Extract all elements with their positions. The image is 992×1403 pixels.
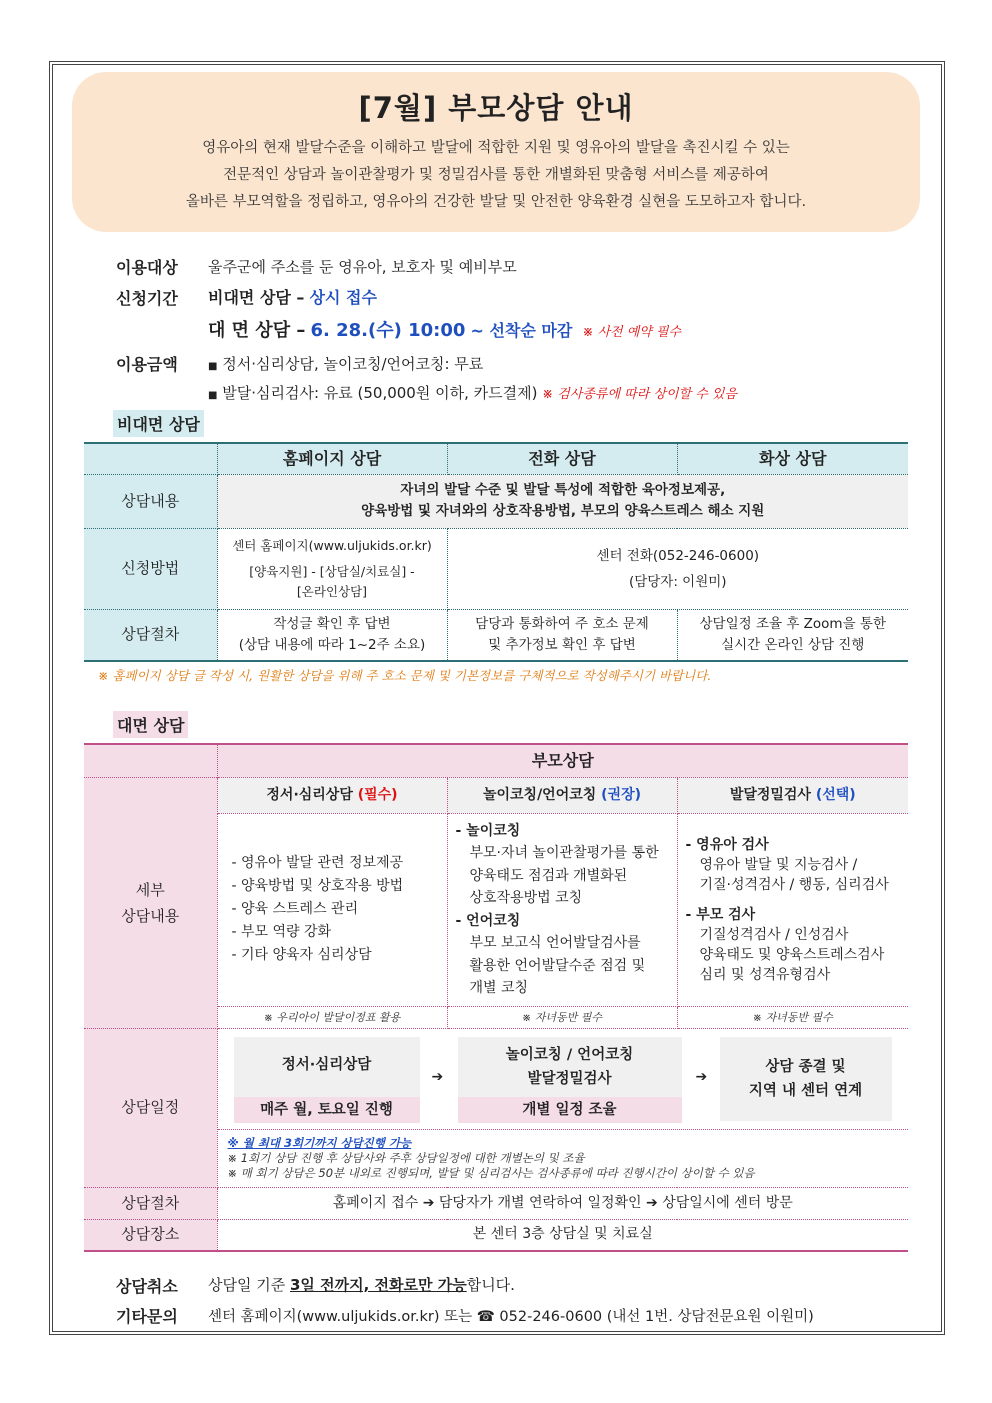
list-heading: - 언어코칭 [455,912,521,929]
remote-note: ※ 홈페이지 상담 글 작성 시, 원활한 상담을 위해 주 호소 문제 및 기본정보를 구체적으로 작성해주시기 바랍니다. [98,668,712,683]
arrow-icon: ➔ [695,1068,708,1085]
proc-line: 작성글 확인 후 답변 [273,615,391,632]
face-table [84,743,908,1252]
list-heading: - 영유아 검사 [685,836,769,853]
list-item: 심리 및 성격유형검사 [699,966,831,983]
period-label: 신청기간 [116,289,178,308]
period-face-label: 대 면 상담 – [208,320,306,341]
list-item: - 부모 역량 강화 [231,924,332,940]
proc-line: (상담 내용에 따라 1~2주 소요) [238,636,426,653]
row-apply-label: 신청방법 [84,528,217,609]
flow-step-title [720,1037,892,1103]
contact-value: 센터 홈페이지(www.uljukids.or.kr) 또는 ☎ 052-246-0600 (내선 1번. 상담전문요원 이원미) [208,1309,814,1325]
period-face-close: ~ 선착순 마감 [470,321,573,340]
tag-optional: (선택) [815,786,856,803]
apply-home-line: 센터 홈페이지(www.uljukids.or.kr) [232,537,432,553]
flow-step-coaching [458,1037,682,1123]
apply-home [217,528,447,609]
apply-phone-line: 센터 전화(052-246-0600) [596,547,760,564]
period-face-date: 6. 28.(수) 10:00 [310,320,466,341]
flow-step-line: 놀이코칭 / 언어코칭 [505,1046,634,1063]
period-remote-value: 상시 접수 [309,288,377,307]
tiny-note: ※ 우리아이 발달이정표 활용 [217,1006,447,1028]
sub-coaching-label: 놀이코칭/언어코칭 [482,786,597,803]
proc-video [677,609,908,661]
cancel-text: 상담일 기준 [208,1276,290,1294]
sub-emotion-label: 정서·심리상담 [266,786,353,803]
main-head: 부모상담 [217,744,908,777]
list-item: 활용한 언어발달수준 점검 및 [469,957,646,974]
schedule-flow [218,1029,909,1129]
cancel-label: 상담취소 [116,1277,178,1296]
list-item: 기질성격검사 / 인성검사 [699,926,849,943]
sub-emotion [217,777,447,813]
target-value: 울주군에 주소를 둔 영유아, 보호자 및 예비부모 [208,258,517,276]
remote-table [84,442,908,662]
list-heading: - 부모 검사 [685,906,756,923]
contact-label: 기타문의 [116,1307,178,1326]
apply-home-line: [온라인상담] [296,583,368,599]
flow-step-schedule: 매주 월, 토요일 진행 [234,1097,420,1123]
content-line: 양육방법 및 자녀와의 상호작용방법, 부모의 양육스트레스 해소 지원 [361,503,765,519]
sub-coaching [447,777,677,813]
list-item: - 기타 양육자 심리상담 [231,947,372,963]
cancel-emphasis: 3일 전까지, 전화로만 가능 [290,1276,467,1294]
content-cell [217,474,908,528]
col-home: 홈페이지 상담 [217,443,447,474]
intro-line: 올바른 부모역할을 정립하고, 영유아의 건강한 발달 및 안전한 양육환경 실현을 도모하고자 합니다. [185,194,807,210]
list-heading: - 놀이코칭 [455,822,521,839]
flow-step-emotion [234,1037,420,1123]
coaching-list [447,813,677,1006]
list-item: 부모 보고식 언어발달검사를 [469,935,641,951]
content-line: 자녀의 발달 수준 및 발달 특성에 적합한 육아정보제공, [400,482,726,498]
apply-phone-line: (담당자: 이원미) [628,573,727,590]
proc-line: 및 추가정보 확인 후 답변 [488,636,636,653]
list-item: 기질·성격검사 / 행동, 심리검사 [699,876,889,893]
tiny-note: ※ 자녀동반 필수 [447,1006,677,1028]
intro-line: 영유아의 현재 발달수준을 이해하고 발달에 적합한 지원 및 영유아의 발달을 촉진시킬 수 있는 [202,140,790,156]
apply-phone [447,528,908,609]
proc-home [217,609,447,661]
list-item: - 양육 스트레스 관리 [231,901,359,917]
fee-note: ※ 검사종류에 따라 상이할 수 있음 [542,387,738,402]
corner-cell [84,744,217,777]
cancel-text: 합니다. [466,1276,515,1294]
list-item: 영유아 발달 및 지능검사 / [699,856,858,873]
apply-home-line: [양육지원] - [상담실/치료실] - [249,563,415,579]
cancel-value [208,1274,515,1295]
page-title: [7월] 부모상담 안내 [358,91,634,125]
arrow-icon: ➔ [431,1068,444,1085]
schedule-cell [217,1028,908,1187]
proc-line: 담당과 통화하여 주 호소 문제 [475,615,649,632]
list-item: 양육태도 점검과 개별화된 [469,867,628,884]
fee-item: ■ 발달·심리검사: 유료 (50,000원 이하, 카드결제) ※ 검사종류에 따라 상이할 수 있음 [208,384,738,402]
face-proc-label: 상담절차 [84,1187,217,1219]
detail-label-line: 상담내용 [121,906,180,925]
place-label: 상담장소 [84,1219,217,1251]
schedule-label: 상담일정 [84,1028,217,1187]
face-proc-value: 홈페이지 접수 ➔ 담당자가 개별 연락하여 일정확인 ➔ 상담일시에 센터 방문 [217,1187,908,1219]
corner-cell [84,443,217,474]
face-section-title: 대면 상담 [113,711,188,738]
period-face [208,316,681,342]
proc-phone [447,609,677,661]
flow-step-title [458,1037,682,1091]
flow-step-schedule: 개별 일정 조율 [458,1097,682,1123]
col-phone: 전화 상담 [447,443,677,474]
fee-paid: 발달·심리검사: 유료 (50,000원 이하, 카드결제) [222,384,538,402]
fee-item: ■ 정서·심리상담, 놀이코칭/언어코칭: 무료 [208,355,484,373]
schedule-note: ※ 월 최대 3회기까지 상담진행 가능 [227,1135,412,1150]
list-item: - 영유아 발달 관련 정보제공 [231,855,404,871]
list-item: - 양육방법 및 상호작용 방법 [231,878,404,894]
list-item: 부모·자녀 놀이관찰평가를 통한 [469,845,659,861]
proc-line: 상담일정 조율 후 Zoom을 통한 [699,615,886,632]
fee-label: 이용금액 [116,355,178,374]
test-list [677,813,908,1006]
schedule-note: ※ 매 회기 상담은 50분 내외로 진행되며, 발달 및 심리검사는 검사종류에 따라 진행시간이 상이할 수 있음 [227,1165,755,1180]
schedule-notes [218,1129,909,1187]
remote-section-title: 비대면 상담 [113,410,204,437]
list-item: 개별 코칭 [469,980,529,996]
sub-test-label: 발달정밀검사 [729,786,811,803]
emotion-list [217,813,447,1006]
detail-label-line: 세부 [135,880,165,899]
detail-label [84,777,217,1028]
period-remote [208,285,377,308]
place-value: 본 센터 3층 상담실 및 치료실 [217,1219,908,1251]
sub-test [677,777,908,813]
schedule-note: ※ 1회기 상담 진행 후 상담사와 주후 상담일정에 대한 개별논의 및 조율 [227,1150,585,1165]
tiny-note: ※ 자녀동반 필수 [677,1006,908,1028]
flow-step-line: 발달정밀검사 [527,1070,612,1087]
title-banner [72,72,920,232]
row-content-label: 상담내용 [84,474,217,528]
flow-step-line: 상담 종결 및 [765,1058,846,1075]
tag-recommended: (권장) [601,786,642,803]
list-item: 상호작용방법 코칭 [469,890,583,906]
list-item: 양육태도 및 양육스트레스검사 [699,946,885,963]
row-proc-label: 상담절차 [84,609,217,661]
flow-step-line: 지역 내 센터 연계 [748,1082,863,1099]
col-video: 화상 상담 [677,443,908,474]
fee-free: 정서·심리상담, 놀이코칭/언어코칭: 무료 [222,355,484,373]
target-label: 이용대상 [116,258,178,277]
intro-line: 전문적인 상담과 놀이관찰평가 및 정밀검사를 통한 개별화된 맞춤형 서비스를 제공하여 [223,167,769,183]
proc-line: 실시간 온라인 상담 진행 [721,636,865,653]
period-face-note: ※ 사전 예약 필수 [582,325,682,340]
tag-required: (필수) [357,786,398,803]
flow-step-title: 정서·심리상담 [281,1056,372,1073]
period-remote-label: 비대면 상담 – [208,288,305,307]
flow-step-close [720,1037,892,1121]
